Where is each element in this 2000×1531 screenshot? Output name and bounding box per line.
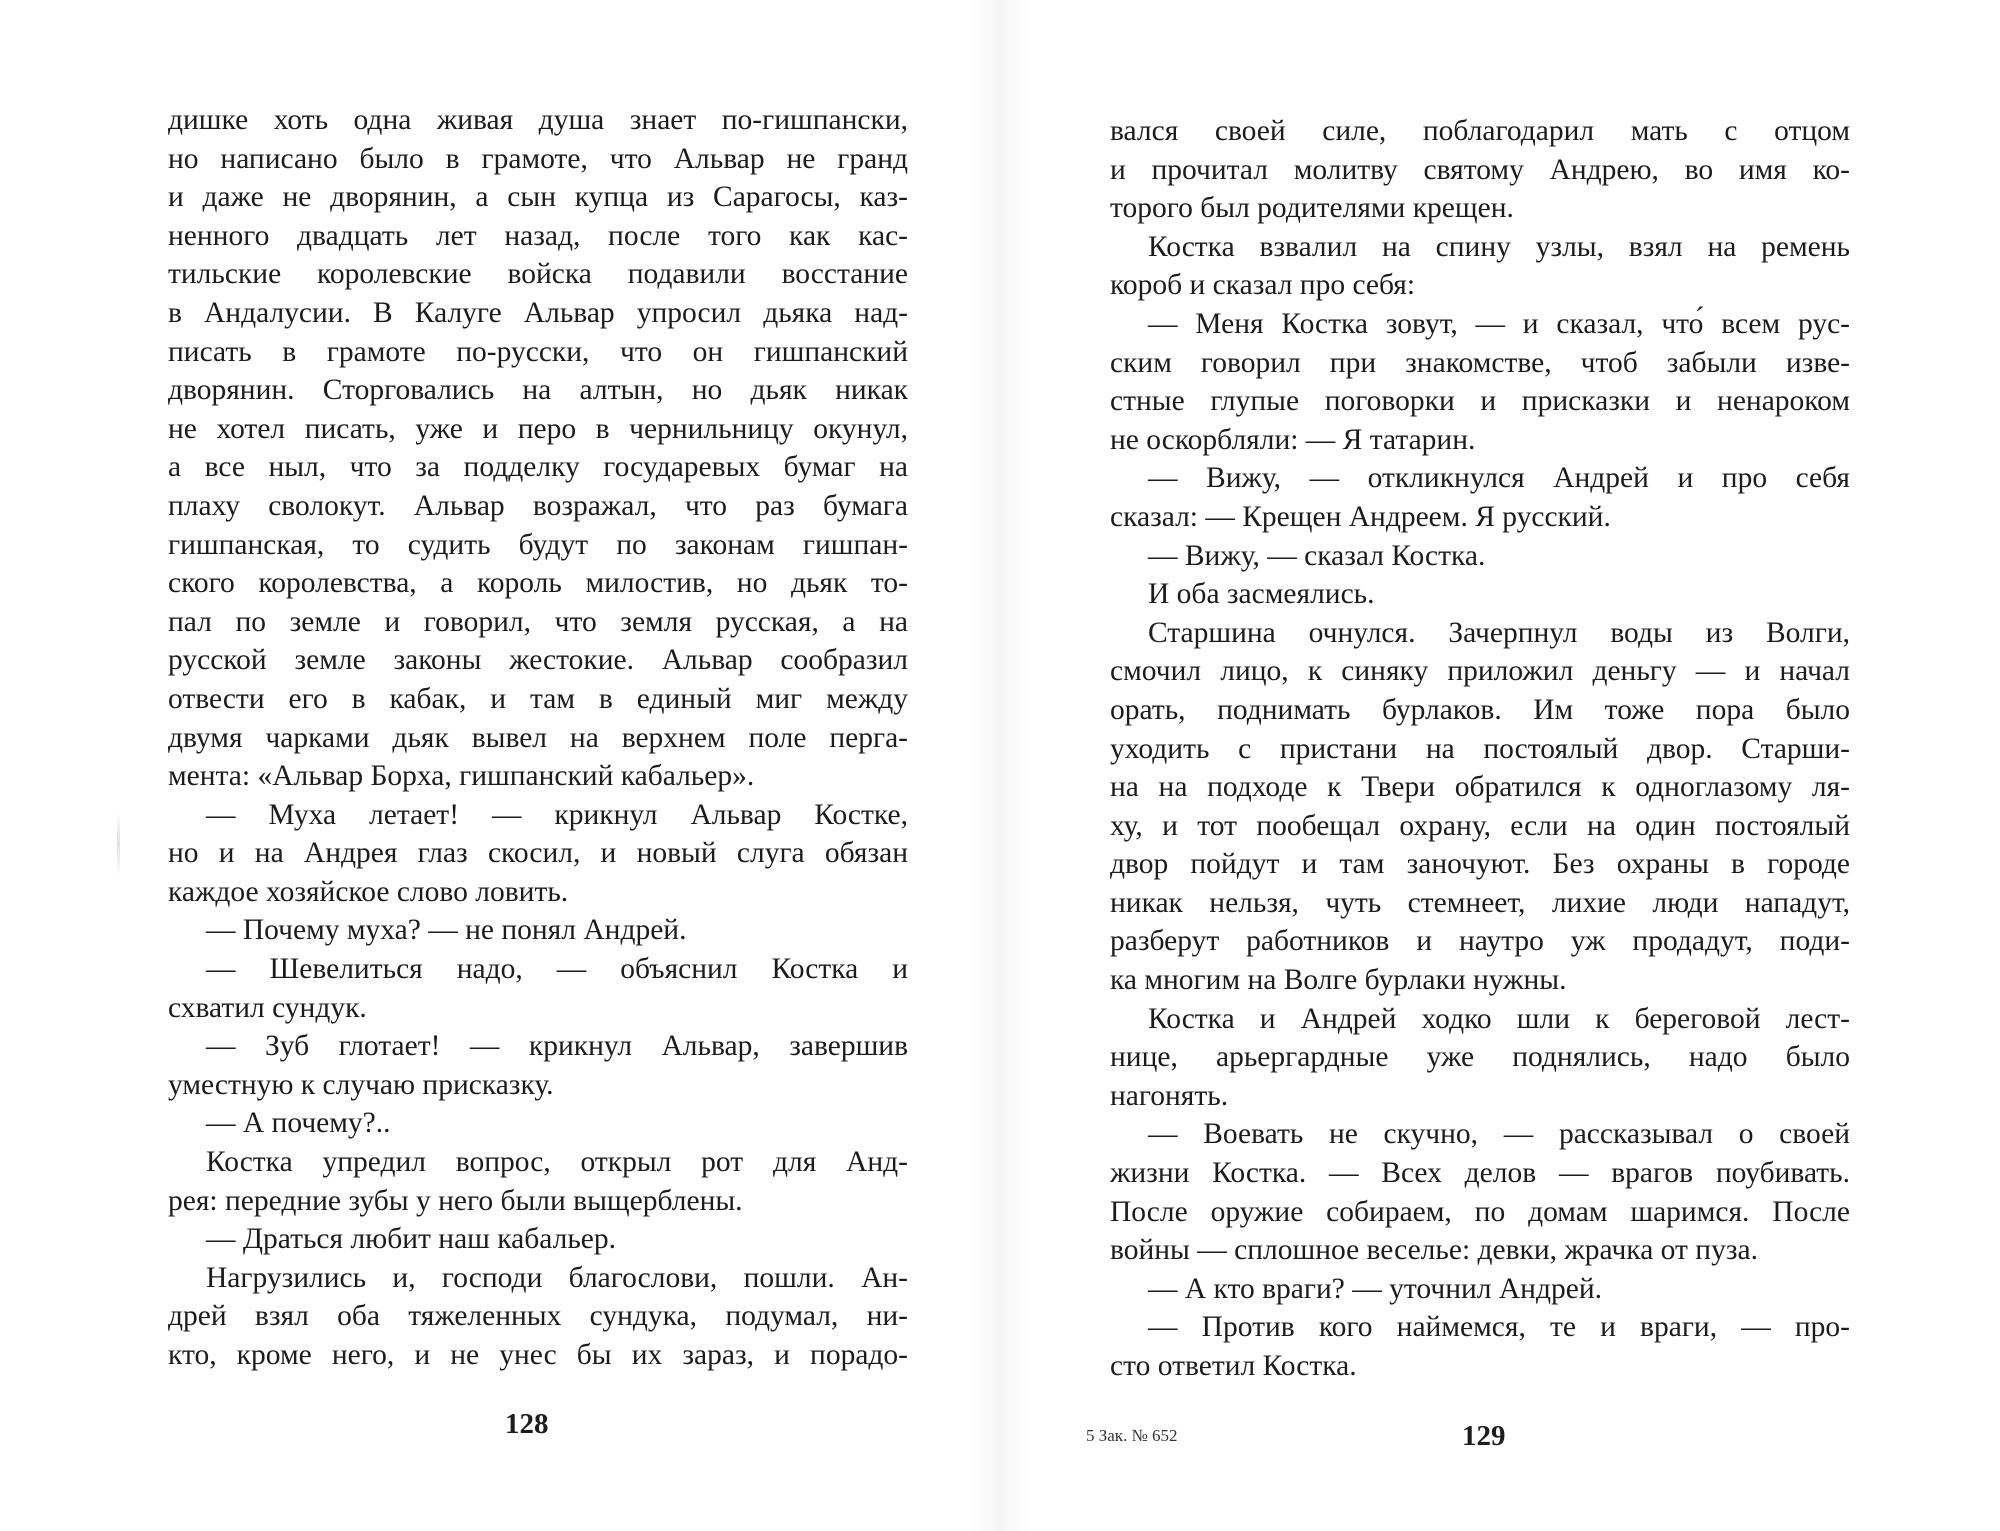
text-line: короб и сказал про себя:: [1110, 269, 1416, 302]
text-line: — Муха летает! — крикнул Альвар Костке,: [206, 798, 908, 831]
text-line: войны — сплошное веселье: девки, жрачка от пуза.: [1110, 1234, 1758, 1267]
text-line: плаху сволокут. Альвар возражал, что раз бумага: [168, 489, 908, 522]
text-line: пал по земле и говорил, что земля русская, а на: [168, 605, 908, 638]
text-line: уместную к случаю присказку.: [168, 1068, 554, 1101]
text-line: Костка взвалил на спину узлы, взял на ремень: [1148, 230, 1850, 263]
text-line: Костка и Андрей ходко шли к береговой лест-: [1148, 1002, 1850, 1035]
text-line: жизни Костка. — Всех делов — врагов поубивать.: [1110, 1157, 1850, 1190]
text-line: — А кто враги? — уточнил Андрей.: [1148, 1272, 1602, 1305]
text-line: дишке хоть одна живая душа знает по-гишпански,: [168, 104, 908, 136]
text-line: отвести его в кабак, и там в единый миг между: [168, 682, 908, 715]
text-line: а все ныл, что за подделку государевых бумаг на: [168, 451, 908, 484]
text-line: двумя чарками дьяк вывел на верхнем поле перга-: [168, 721, 908, 754]
text-line: ского королевства, а король милостив, но дьяк то-: [168, 567, 908, 600]
text-line: русской земле законы жестокие. Альвар сообразил: [168, 644, 908, 677]
left-page-text: [168, 101, 908, 1375]
text-line: — Шевелиться надо, — объяснил Костка и: [206, 953, 908, 986]
text-line: дворянин. Сторговались на алтын, но дьяк никак: [168, 374, 908, 407]
text-line: ненного двадцать лет назад, после того как кас-: [168, 219, 908, 252]
text-line: на на подходе к Твери обратился к одноглазому ля-: [1110, 771, 1850, 804]
text-line: мента: «Альвар Борха, гишпанский кабальер».: [168, 760, 755, 793]
text-line: торого был родителями крещен.: [1110, 192, 1514, 225]
text-line: двор пойдут и там заночуют. Без охраны в городе: [1110, 848, 1850, 881]
text-line: не оскорбляли: — Я татарин.: [1110, 423, 1476, 456]
printer-signature: 5 Зак. № 652: [1086, 1426, 1178, 1445]
text-line: каждое хозяйское слово ловить.: [168, 875, 569, 908]
text-line: никак нельзя, чуть стемнеет, лихие люди нападут,: [1110, 886, 1850, 919]
text-line: ским говорил при знакомстве, чтоб забыли изве-: [1110, 346, 1850, 379]
text-line: стные глупые поговорки и присказки и ненароком: [1110, 385, 1850, 418]
text-line: дрей взял оба тяжеленных сундука, подумал, ни-: [168, 1300, 908, 1333]
right-page: [1000, 0, 2000, 1531]
text-line: рея: передние зубы у него были выщерблены.: [168, 1184, 743, 1217]
page-number-left: 128: [505, 1408, 549, 1440]
text-line: писать в грамоте по-русски, что он гишпанский: [168, 335, 908, 368]
text-line: и даже не дворянин, а сын купца из Сарагосы, каз-: [168, 181, 908, 214]
text-line: Нагрузились и, господи благослови, пошли. Ан-: [206, 1261, 908, 1294]
text-line: — Воевать не скучно, — рассказывал о своей: [1148, 1118, 1850, 1151]
text-line: гишпанская, то судить будут по законам гишпан-: [168, 528, 908, 561]
text-line: уходить с пристани на постоялый двор. Старши-: [1110, 732, 1850, 765]
text-line: — Вижу, — сказал Костка.: [1148, 539, 1486, 572]
text-line: вался своей силе, поблагодарил мать с отцом: [1110, 115, 1850, 147]
text-line: тильские королевские войска подавили восстание: [168, 258, 908, 291]
text-line: — Драться любит наш кабальер.: [206, 1223, 616, 1256]
text-line: ху, и тот пообещал охрану, если на один постоялый: [1110, 809, 1850, 842]
text-line: сказал: — Крещен Андреем. Я русский.: [1110, 500, 1611, 533]
text-line: сто ответил Костка.: [1110, 1350, 1357, 1382]
text-line: И оба засмеялись.: [1148, 578, 1375, 611]
text-line: орать, поднимать бурлаков. Им тоже пора было: [1110, 693, 1850, 726]
text-line: — А почему?..: [206, 1107, 391, 1140]
paper-speck: [117, 812, 120, 876]
text-line: Старшина очнулся. Зачерпнул воды из Волги,: [1148, 616, 1850, 649]
text-line: ка многим на Волге бурлаки нужны.: [1110, 964, 1567, 997]
text-line: — Вижу, — откликнулся Андрей и про себя: [1148, 462, 1850, 495]
text-line: нице, арьергардные уже поднялись, надо было: [1110, 1041, 1850, 1074]
text-line: Костка упредил вопрос, открыл рот для Анд-: [206, 1146, 908, 1179]
text-line: но написано было в грамоте, что Альвар не гранд: [168, 142, 908, 175]
text-line: смочил лицо, к синяку приложил деньгу — и начал: [1110, 655, 1850, 688]
text-line: — Против кого наймемся, те и враги, — про-: [1148, 1311, 1850, 1344]
text-line: разберут работников и наутро уж продадут, поди-: [1110, 925, 1850, 958]
text-line: но и на Андрея глаз скосил, и новый слуга обязан: [168, 837, 908, 870]
text-line: схватил сундук.: [168, 991, 367, 1024]
text-line: После оружие собираем, по домам шаримся. После: [1110, 1195, 1850, 1228]
text-line: кто, кроме него, и не унес бы их зараз, и порадо-: [168, 1339, 908, 1371]
right-page-text: [1110, 112, 1850, 1386]
page-number-right: 129: [1462, 1420, 1506, 1452]
text-line: — Почему муха? — не понял Андрей.: [206, 914, 687, 947]
text-line: в Андалусии. В Калуге Альвар упросил дьяка над-: [168, 296, 908, 329]
text-line: не хотел писать, уже и перо в чернильницу окунул,: [168, 412, 908, 445]
text-line: — Зуб глотает! — крикнул Альвар, завершив: [206, 1030, 908, 1063]
text-line: и прочитал молитву святому Андрею, во имя ко-: [1110, 153, 1850, 186]
text-line: нагонять.: [1110, 1079, 1229, 1112]
text-line: — Меня Костка зовут, — и сказал, что́ всем рус-: [1148, 307, 1850, 340]
